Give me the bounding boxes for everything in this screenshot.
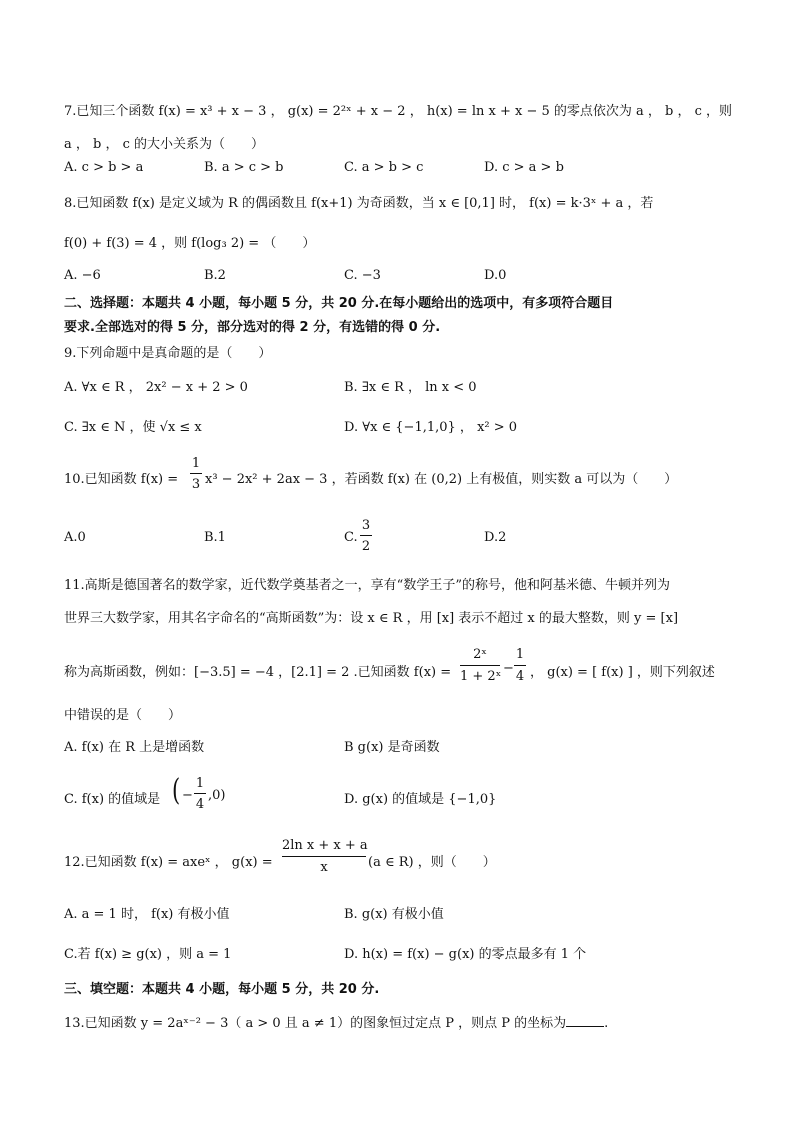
q10-fraction-numerator: 1: [191, 456, 201, 471]
q8-stem-line2: f(0) + f(3) = 4 ，则 f(log₃ 2) = （ ）: [64, 236, 316, 251]
q13-stem-end: .: [604, 1016, 609, 1031]
q11-fraction2-bar: [514, 665, 526, 666]
q8-option-a: A. −6: [64, 268, 101, 283]
q11-stem-line4: 中错误的是（ ）: [64, 708, 182, 723]
q10-option-c-denominator: 2: [361, 539, 371, 554]
q7-option-c: C. a > b > c: [344, 160, 424, 175]
q7-stem-line2: a ， b ， c 的大小关系为（ ）: [64, 137, 265, 152]
section-3-heading: 三、填空题：本题共 4 小题，每小题 5 分，共 20 分.: [64, 982, 380, 997]
q11-option-c-numerator: 1: [195, 776, 205, 791]
q12-stem-suffix: (a ∈ R) ，则（ ）: [368, 855, 496, 870]
q10-option-c-fraction-bar: [360, 535, 372, 536]
q13-answer-blank: [566, 1014, 604, 1027]
q7-stem-line1: 7.已知三个函数 f(x) = x³ + x − 3 ， g(x) = 2²ˣ + x − 2 ， h(x) = ln x + x − 5 的零点依次为 a ， b ， c ，则: [64, 104, 733, 119]
q7-option-b: B. a > c > b: [204, 160, 284, 175]
q12-fraction-bar: [282, 856, 366, 857]
q12-option-d: D. h(x) = f(x) − g(x) 的零点最多有 1 个: [344, 947, 587, 962]
q8-option-d: D.0: [484, 268, 507, 283]
q10-option-c-numerator: 3: [361, 518, 371, 533]
q9-option-a: A. ∀x ∈ R ， 2x² − x + 2 > 0: [64, 380, 248, 395]
q9-option-d: D. ∀x ∈ {−1,1,0} ， x² > 0: [344, 420, 518, 435]
q10-option-a: A.0: [64, 530, 86, 545]
q11-stem-line1: 11.高斯是德国著名的数学家，近代数学奠基者之一，享有“数学王子”的称号，他和阿基米德、牛顿并列为: [64, 578, 670, 593]
q11-fraction2-numerator: 1: [515, 647, 525, 662]
q10-option-b: B.1: [204, 530, 226, 545]
q11-fraction-bar: [460, 665, 500, 666]
q9-option-b: B. ∃x ∈ R ， ln x < 0: [344, 380, 477, 395]
q11-option-c-suffix: ,0): [208, 788, 226, 803]
section-2-heading-line1: 二、选择题：本题共 4 小题，每小题 5 分，共 20 分.在每小题给出的选项中，有多项符合题目: [64, 296, 614, 311]
q11-option-a: A. f(x) 在 R 上是增函数: [64, 740, 205, 755]
q12-fraction-numerator: 2ln x + x + a: [282, 838, 368, 853]
q12-stem-prefix: 12.已知函数 f(x) = axeˣ ， g(x) =: [64, 855, 273, 870]
q9-stem: 9.下列命题中是真命题的是（ ）: [64, 346, 272, 361]
q11-stem-line3-prefix: 称为高斯函数，例如：[−3.5] = −4 ，[2.1] = 2 .已知函数 f(x) =: [64, 665, 452, 680]
q11-stem-line2: 世界三大数学家，用其名字命名的“高斯函数”为：设 x ∈ R ，用 [x] 表示不超过 x 的最大整数，则 y = [x]: [64, 611, 679, 626]
q11-option-b: B g(x) 是奇函数: [344, 740, 440, 755]
q9-option-c: C. ∃x ∈ N ，使 √x ≤ x: [64, 420, 202, 435]
q8-option-c: C. −3: [344, 268, 381, 283]
q8-stem-line1: 8.已知函数 f(x) 是定义域为 R 的偶函数且 f(x+1) 为奇函数，当 x ∈ [0,1] 时， f(x) = k·3ˣ + a ，若: [64, 196, 654, 211]
q11-option-d: D. g(x) 的值域是 {−1,0}: [344, 792, 497, 807]
q13-stem-text: 13.已知函数 y = 2aˣ⁻² − 3（ a > 0 且 a ≠ 1）的图象恒过定点 P ，则点 P 的坐标为: [64, 1016, 567, 1031]
q10-option-d: D.2: [484, 530, 507, 545]
q11-option-c-label: C. f(x) 的值域是: [64, 792, 161, 807]
q10-fraction-bar: [190, 473, 202, 474]
q11-option-c-open-paren: (: [172, 773, 181, 808]
q10-fraction-denominator: 3: [191, 477, 201, 492]
q11-fraction-denominator: 1 + 2ˣ: [460, 669, 502, 684]
q12-fraction-denominator: x: [320, 860, 328, 875]
q11-option-c-fraction-bar: [194, 793, 206, 794]
q11-option-c-denominator: 4: [195, 797, 205, 812]
q11-minus-sign: −: [503, 661, 514, 676]
q11-stem-line3-suffix: ， g(x) = [ f(x) ] ，则下列叙述: [530, 665, 715, 680]
q11-fraction-numerator: 2ˣ: [473, 647, 487, 662]
section-2-heading-line2: 要求.全部选对的得 5 分，部分选对的得 2 分，有选错的得 0 分.: [64, 320, 441, 335]
q13-stem: [64, 1012, 608, 1031]
q7-option-d: D. c > a > b: [484, 160, 564, 175]
q12-option-a: A. a = 1 时， f(x) 有极小值: [64, 907, 230, 922]
q10-stem-suffix: x³ − 2x² + 2ax − 3 ，若函数 f(x) 在 (0,2) 上有极值，则实数 a 可以为（ ）: [205, 472, 678, 487]
q12-option-c: C.若 f(x) ≥ g(x) ，则 a = 1: [64, 947, 232, 962]
q10-option-c-label: C.: [344, 530, 358, 545]
q8-option-b: B.2: [204, 268, 226, 283]
q7-option-a: A. c > b > a: [64, 160, 144, 175]
q10-stem-prefix: 10.已知函数 f(x) =: [64, 472, 179, 487]
q12-option-b: B. g(x) 有极小值: [344, 907, 444, 922]
q11-fraction2-denominator: 4: [515, 669, 525, 684]
q11-option-c-minus: −: [182, 788, 193, 803]
